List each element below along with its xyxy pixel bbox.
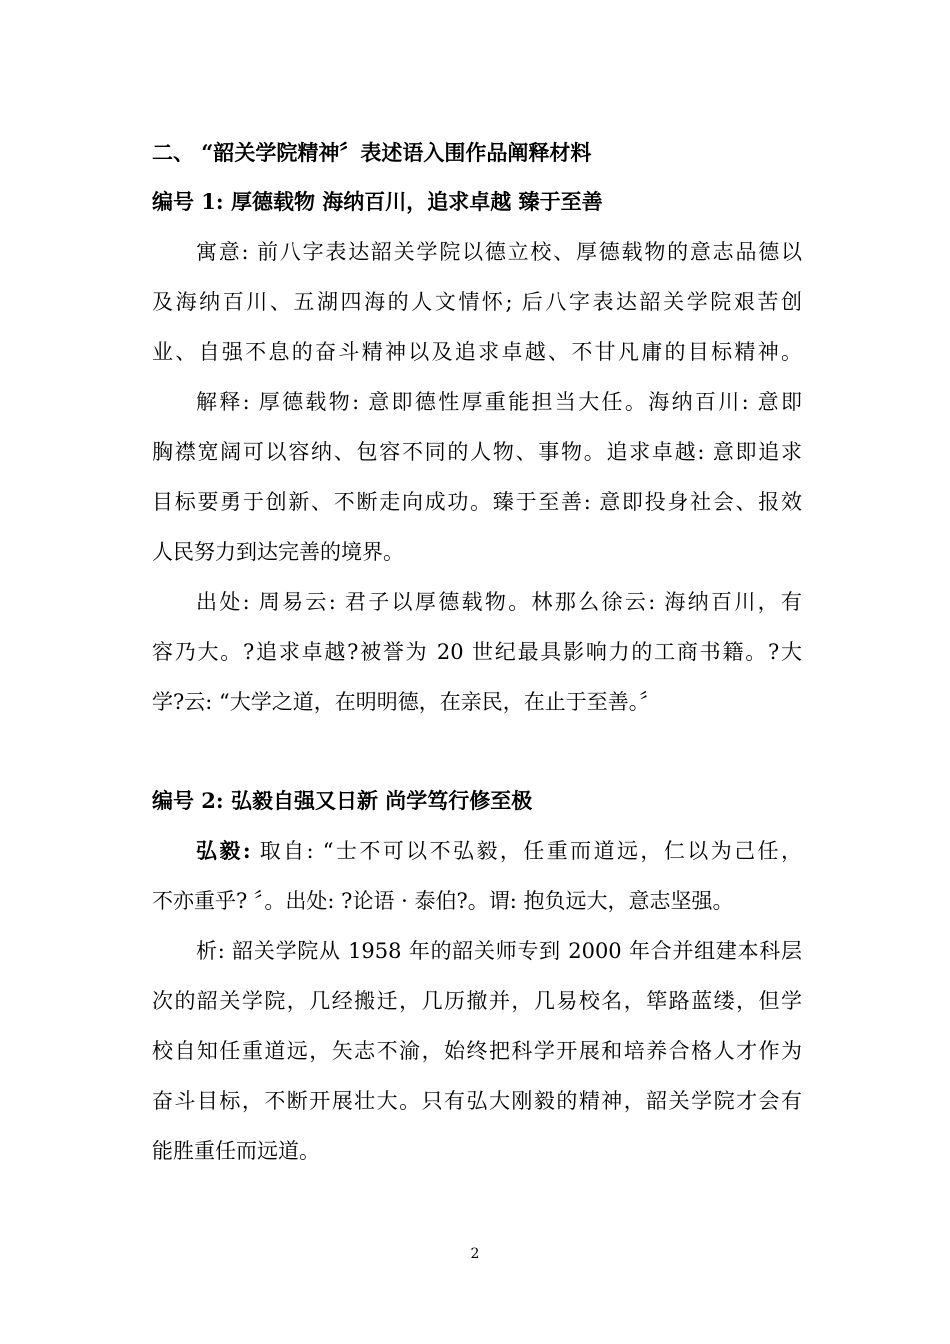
entry-2-analysis-line-3: 校自知任重道远，矢志不渝，始终把科学开展和培养合格人才作为 [152,1039,802,1063]
section-heading: 二、 “韶关学院精神〞表述语入围作品阐释材料 [152,140,592,165]
page-number: 2 [470,1246,480,1262]
entry-2-analysis-line-1: 析: 韶关学院从 1958 年的韶关师专到 2000 年合并组建本科层 [196,939,802,963]
entry-1-source-line-3: 学?云: “大学之道，在明明德，在亲民，在止于至善。〞 [152,690,661,714]
entry-1-explanation-line-2: 胸襟宽阔可以容纳、包容不同的人物、事物。追求卓越: 意即追求 [152,440,802,464]
entry-1-explanation-line-4: 人民努力到达完善的境界。 [152,540,404,564]
entry-1-heading: 编号 1: 厚德载物 海纳百川，追求卓越 臻于至善 [152,189,603,214]
entry-1-source-line-1: 出处: 周易云: 君子以厚德载物。林那么徐云: 海纳百川，有 [196,590,802,614]
hongyi-text: 取自: “士不可以不弘毅，任重而道远，仁以为己任， [250,839,802,863]
entry-2-hongyi-line-2: 不亦重乎? 〞。出处: ?论语 · 泰伯?。谓: 抱负远大，意志坚强。 [152,889,734,913]
entry-1-explanation-line-3: 目标要勇于创新、不断走向成功。臻于至善: 意即投身社会、报效 [152,490,802,514]
entry-1-explanation-line-1: 解释: 厚德载物: 意即德性厚重能担当大任。海纳百川: 意即 [196,390,802,414]
entry-1-source-line-2: 容乃大。?追求卓越?被誉为 20 世纪最具影响力的工商书籍。?大 [152,640,802,664]
entry-2-analysis-line-4: 奋斗目标，不断开展壮大。只有弘大刚毅的精神，韶关学院才会有 [152,1089,802,1113]
entry-2-hongyi-line-1 [196,836,802,866]
entry-2-analysis-line-2: 次的韶关学院，几经搬迁，几历撤并，几易校名，筚路蓝缕，但学 [152,989,802,1013]
entry-1-meaning-line-1: 寓意: 前八字表达韶关学院以德立校、厚德载物的意志品德以 [196,240,802,264]
hongyi-label: 弘毅: [196,838,251,863]
entry-1-meaning-line-2: 及海纳百川、五湖四海的人文情怀; 后八字表达韶关学院艰苦创 [152,290,802,314]
entry-1-meaning-line-3: 业、自强不息的奋斗精神以及追求卓越、不甘凡庸的目标精神。 [152,340,802,364]
entry-2-heading: 编号 2: 弘毅自强又日新 尚学笃行修至极 [152,788,533,813]
entry-2-analysis-line-5: 能胜重任而远道。 [152,1139,320,1163]
